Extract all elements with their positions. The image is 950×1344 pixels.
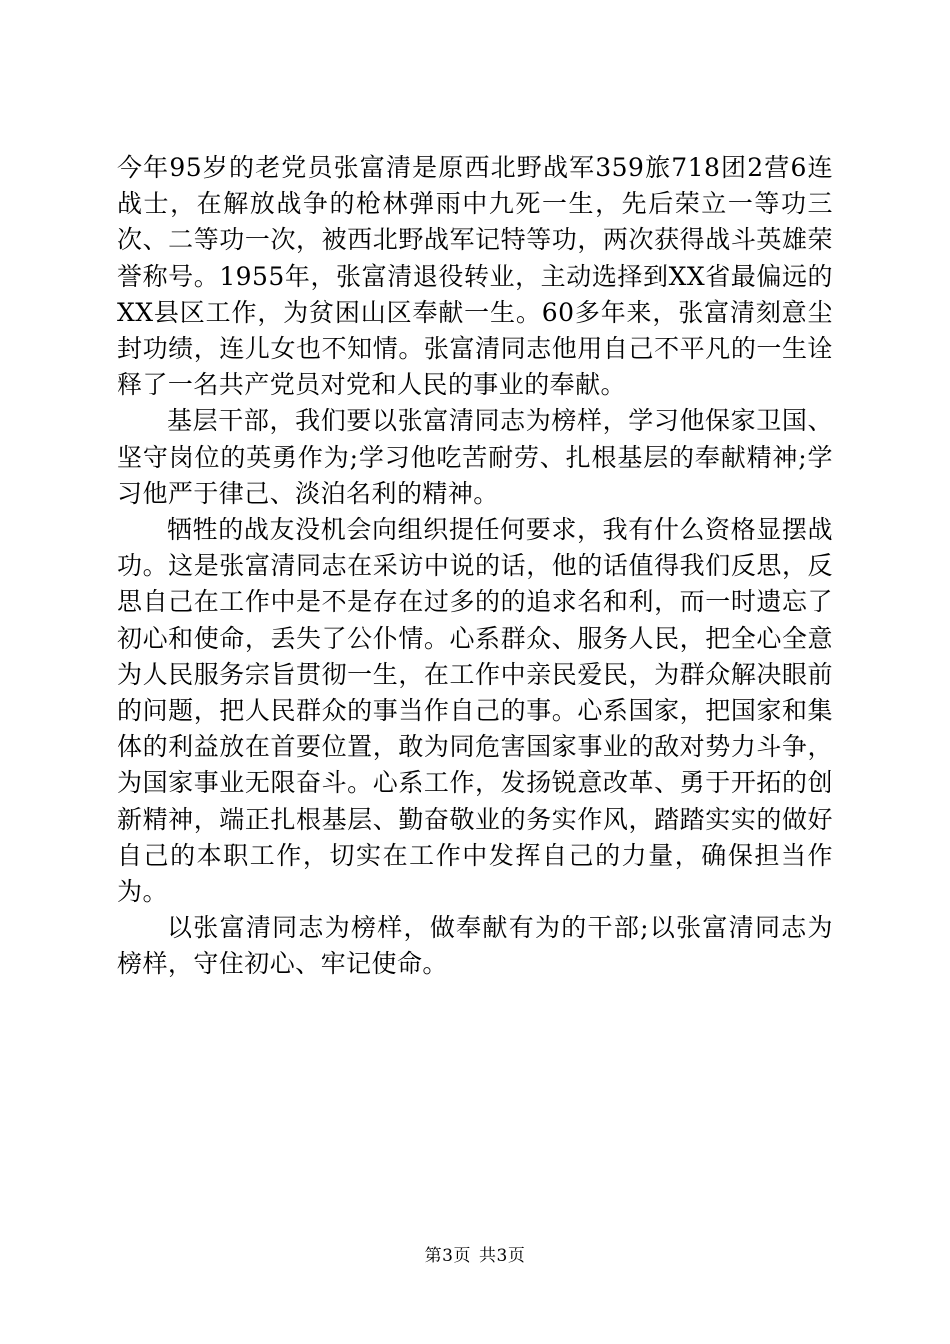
- paragraph-4: 以张富清同志为榜样，做奉献有为的干部;以张富清同志为榜样，守住初心、牢记使命。: [117, 913, 833, 979]
- paragraph-1: 今年95岁的老党员张富清是原西北野战军359旅718团2营6连战士，在解放战争的枪林弹雨中九死一生，先后荣立一等功三次、二等功一次，被西北野战军记特等功，两次获得战斗英雄荣誉称号。1955年，张富清退役转业，主动选择到XX省最偏远的XX县区工作，为贫困山区奉献一生。60多年来，张富清刻意尘封功绩，连儿女也不知情。张富清同志他用自己不平凡的一生诠释了一名共产党员对党和人民的事业的奉献。: [117, 153, 833, 400]
- page-total: 共3页: [479, 1246, 526, 1266]
- page-number: 第3页: [424, 1246, 471, 1266]
- page-footer: [0, 1244, 950, 1268]
- paragraph-3: 牺牲的战友没机会向组织提任何要求，我有什么资格显摆战功。这是张富清同志在采访中说的话，他的话值得我们反思，反思自己在工作中是不是存在过多的的追求名和利，而一时遗忘了初心和使命，丢失了公仆情。心系群众、服务人民，把全心全意为人民服务宗旨贯彻一生，在工作中亲民爱民，为群众解决眼前的问题，把人民群众的事当作自己的事。心系国家，把国家和集体的利益放在首要位置，敢为同危害国家事业的敌对势力斗争，为国家事业无限奋斗。心系工作，发扬锐意改革、勇于开拓的创新精神，端正扎根基层、勤奋敬业的务实作风，踏踏实实的做好自己的本职工作，切实在工作中发挥自己的力量，确保担当作为。: [117, 515, 833, 907]
- document-body: [117, 150, 833, 983]
- paragraph-2: 基层干部，我们要以张富清同志为榜样，学习他保家卫国、坚守岗位的英勇作为;学习他吃苦耐劳、扎根基层的奉献精神;学习他严于律己、淡泊名利的精神。: [117, 406, 833, 508]
